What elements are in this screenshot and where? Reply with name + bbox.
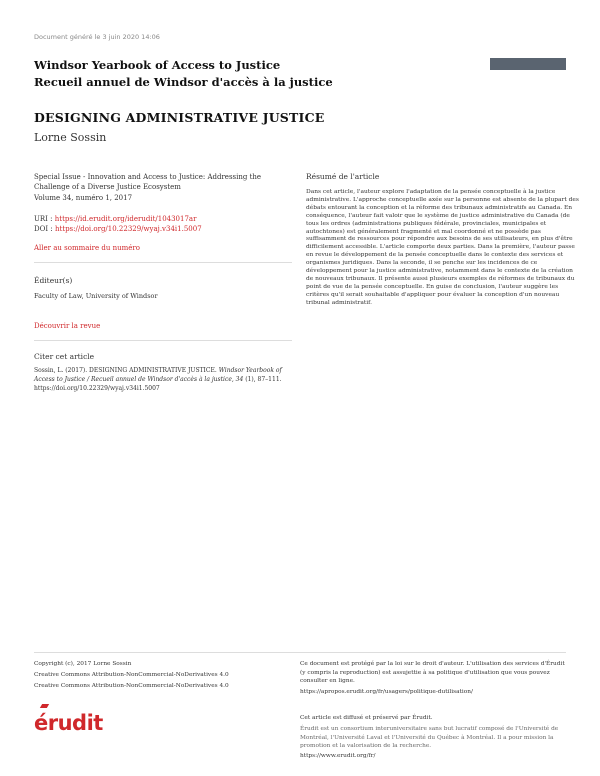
journal-logo-image — [490, 58, 566, 70]
issue-title: Special Issue - Innovation and Access to Justice: Addressing the Challenge of a Diverse Justice Ecosystem — [34, 173, 262, 191]
citation-authors: Sossin, L. (2017). DESIGNING ADMINISTRATIVE JUSTICE. — [34, 367, 219, 374]
article-title: DESIGNING ADMINISTRATIVE JUSTICE — [34, 110, 325, 125]
erudit-link[interactable]: https://www.erudit.org/fr/ — [300, 753, 376, 759]
license-line: Creative Commons Attribution-NonCommercial-NoDerivatives 4.0 — [34, 672, 229, 678]
article-author: Lorne Sossin — [34, 131, 107, 144]
abstract-text: Dans cet article, l'auteur explore l'adaptation de la pensée conceptuelle à la justice administrative. L'approche conceptuelle axée sur la personne est absente de la plupart des débats entourant la conception et la réforme des tribunaux administratifs au Canada. En conséquence, l'auteur fait valoir que le système de justice administrative du Canada (de tous les ordres (administrations publiques fédérale, provinciales, municipales et autochtones) est généralement fragmenté et mal coordonné et ne possède pas suffisamment de ressources pour répondre aux besoins de ses utilisateurs, en plus d'être difficilement accessible. L'article comporte deux parties. Dans la première, l'auteur passe en revue le développement de la pensée conceptuelle dans le contexte des services et organismes juridiques. Dans la seconde, il se penche sur les incidences de ce développement pour la justice administrative, notamment dans le contexte de la création de nouveaux tribunaux. Il présente aussi plusieurs exemples de réformes de tribunaux du point de vue de la pensée conceptuelle. En guise de conclusion, l'auteur suggère les critères qu'il serait souhaitable d'appliquer pour évaluer la conception d'un nouveau tribunal administratif. — [306, 189, 579, 306]
rights-link[interactable]: https://apropos.erudit.org/fr/usagers/politique-dutilisation/ — [300, 689, 473, 695]
journal-title-fr: Recueil annuel de Windsor d'accès à la justice — [34, 75, 333, 89]
citation-journal: Windsor Yearbook of Access to Justice / Recueil annuel de Windsor d'accès à la justice, 34 — [34, 367, 282, 383]
journal-title-en: Windsor Yearbook of Access to Justice — [34, 58, 281, 72]
erudit-logo-text: érudit — [34, 711, 103, 735]
summary-link[interactable]: Aller au sommaire du numéro — [34, 244, 140, 252]
uri-label: URI : — [34, 215, 55, 223]
volume-info: Volume 34, numéro 1, 2017 — [34, 194, 133, 202]
abstract-heading: Résumé de l'article — [306, 172, 380, 181]
erudit-heading: Cet article est diffusé et préservé par Érudit. — [300, 715, 433, 721]
publisher-heading: Éditeur(s) — [34, 276, 73, 285]
generated-date: Document généré le 3 juin 2020 14:06 — [34, 33, 160, 41]
license-line: Creative Commons Attribution-NonCommercial-NoDerivatives 4.0 — [34, 683, 229, 689]
uri-line — [34, 215, 196, 223]
erudit-logo — [34, 711, 103, 735]
doi-link[interactable]: https://doi.org/10.22329/wyaj.v34i1.5007 — [54, 225, 202, 233]
publisher-name: Faculty of Law, University of Windsor — [34, 292, 158, 300]
citation-text — [34, 367, 294, 393]
divider — [34, 340, 292, 341]
divider — [34, 262, 292, 263]
doi-label: DOI : — [34, 225, 55, 233]
discover-link[interactable]: Découvrir la revue — [34, 322, 101, 330]
erudit-description: Érudit est un consortium interuniversitaire sans but lucratif composé de l'Université de Montréal, l'Université Laval et l'Université du Québec à Montréal. Il a pour mission la promotion et la valorisation de la recherche. — [300, 726, 559, 750]
uri-link[interactable]: https://id.erudit.org/iderudit/1043017ar — [54, 215, 197, 223]
doi-line — [34, 225, 202, 233]
rights-text: Ce document est protégé par la loi sur le droit d'auteur. L'utilisation des services d'Érudit (y compris la reproduction) est assujettie à sa politique d'utilisation que vous pouvez consulter en ligne. — [300, 661, 565, 685]
footer-divider — [34, 652, 566, 653]
copyright: Copyright (c), 2017 Lorne Sossin — [34, 661, 132, 667]
citation-tail: (1), 87–111. https://doi.org/10.22329/wyaj.v34i1.5007 — [34, 375, 282, 392]
citation-heading: Citer cet article — [34, 352, 95, 361]
erudit-accent-mark — [40, 704, 49, 708]
